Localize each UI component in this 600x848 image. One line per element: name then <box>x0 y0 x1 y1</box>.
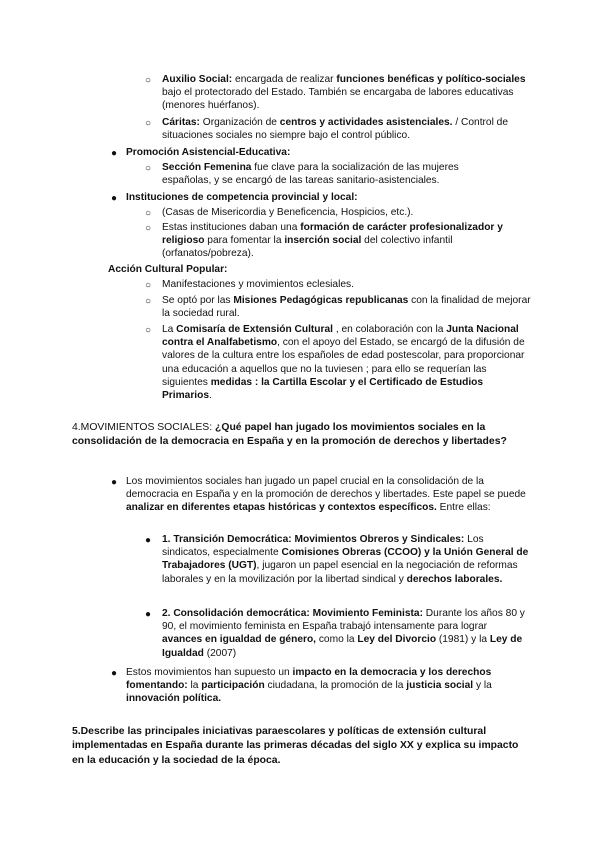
question-4-lead: 4.MOVIMIENTOS SOCIALES: <box>72 422 213 433</box>
bullet-filled: ● <box>111 668 118 679</box>
heading-accion-cultural: Acción Cultural Popular: <box>108 264 228 275</box>
item-auxilio-social: Auxilio Social: encargada de realizar funciones benéficas y político-sociales bajo el protectorado del Estado. También se encargaba de labores educativas (menores huérfanos). <box>162 74 526 112</box>
item-consolidacion-democratica: 2. Consolidación democrática: Movimiento Feminista: Durante los años 80 y 90, el movimiento feminista en España trabajó intensamente para lograr avances en igualdad de género, como la Ley del Divorcio (1981) y la Ley de Igualdad (2007) <box>162 608 525 659</box>
question-4: 4.MOVIMIENTOS SOCIALES: ¿Qué papel han jugado los movimientos sociales en la consolidación de la democracia en España y en la promoción de derechos y libertades? <box>72 422 507 448</box>
bullet-hollow: ○ <box>145 163 152 174</box>
bullet-hollow: ○ <box>145 75 152 86</box>
item-impacto-movimientos: Estos movimientos han supuesto un impacto en la democracia y los derechos fomentando: la participación ciudadana, la promoción de la justicia social y la innovación política. <box>126 667 492 705</box>
seccion-label: Sección Femenina <box>162 162 252 173</box>
caritas-label: Cáritas: <box>162 117 200 128</box>
item-caritas: Cáritas: Organización de centros y actividades asistenciales. / Control de situaciones sociales no siempre bajo el control público. <box>162 117 509 142</box>
heading-promocion-asistencial: Promoción Asistencial-Educativa: <box>126 147 291 158</box>
item-estas-instituciones: Estas instituciones daban una formación de carácter profesionalizador y religioso para fomentar la inserción social del colectivo infantil (orfanatos/pobreza). <box>162 222 503 260</box>
item-seccion-femenina: Sección Femenina fue clave para la socialización de las mujeres españolas, y se encargó de las tareas sanitario-asistenciales. <box>162 162 459 187</box>
bullet-filled: ● <box>145 535 152 546</box>
item-manifestaciones: Manifestaciones y movimientos eclesiales. <box>162 279 354 290</box>
bullet-hollow: ○ <box>145 280 152 291</box>
auxilio-label: Auxilio Social: <box>162 74 233 85</box>
bullet-hollow: ○ <box>145 208 152 219</box>
bullet-filled: ● <box>111 193 118 204</box>
bullet-hollow: ○ <box>145 118 152 129</box>
item-transicion-democratica: 1. Transición Democrática: Movimientos Obreros y Sindicales: Los sindicatos, especialmente Comisiones Obreras (CCOO) y la Unión General de Trabajadores (UGT), jugaron un papel esencial en la negociación de reformas laborales y en la movilización por la libertad sindical y derechos laborales. <box>162 534 529 585</box>
bullet-filled: ● <box>145 609 152 620</box>
bullet-hollow: ○ <box>145 325 152 336</box>
bullet-hollow: ○ <box>145 296 152 307</box>
item-casas-misericordia: (Casas de Misericordia y Beneficencia, Hospicios, etc.). <box>162 207 414 218</box>
item-intro-movimientos: Los movimientos sociales han jugado un papel crucial en la consolidación de la democracia en España y en la promoción de derechos y libertades. Este papel se puede analizar en diferentes etapas históricas y contextos específicos. Entre ellas: <box>126 476 526 514</box>
question-5: 5.Describe las principales iniciativas paraescolares y políticas de extensión cultural implementadas en España durante las primeras décadas del siglo XX y explica su impacto en la educación y la sociedad de la época. <box>72 726 519 766</box>
heading-instituciones: Instituciones de competencia provincial y local: <box>126 192 358 203</box>
bullet-hollow: ○ <box>145 223 152 234</box>
item-misiones-pedagogicas: Se optó por las Misiones Pedagógicas republicanas con la finalidad de mejorar la sociedad rural. <box>162 295 531 320</box>
bullet-filled: ● <box>111 148 118 159</box>
bullet-filled: ● <box>111 477 118 488</box>
item-comisaria-extension: La Comisaría de Extensión Cultural , en colaboración con la Junta Nacional contra el Analfabetismo, con el apoyo del Estado, se encargó de la difusión de valores de la cultura entre los españoles de edad postescolar, para proporcionar una educación a aquellos que no la tuviesen ; para ello se requerían las siguientes medidas : la Cartilla Escolar y el Certificado de Estudios Primarios. <box>162 324 525 402</box>
